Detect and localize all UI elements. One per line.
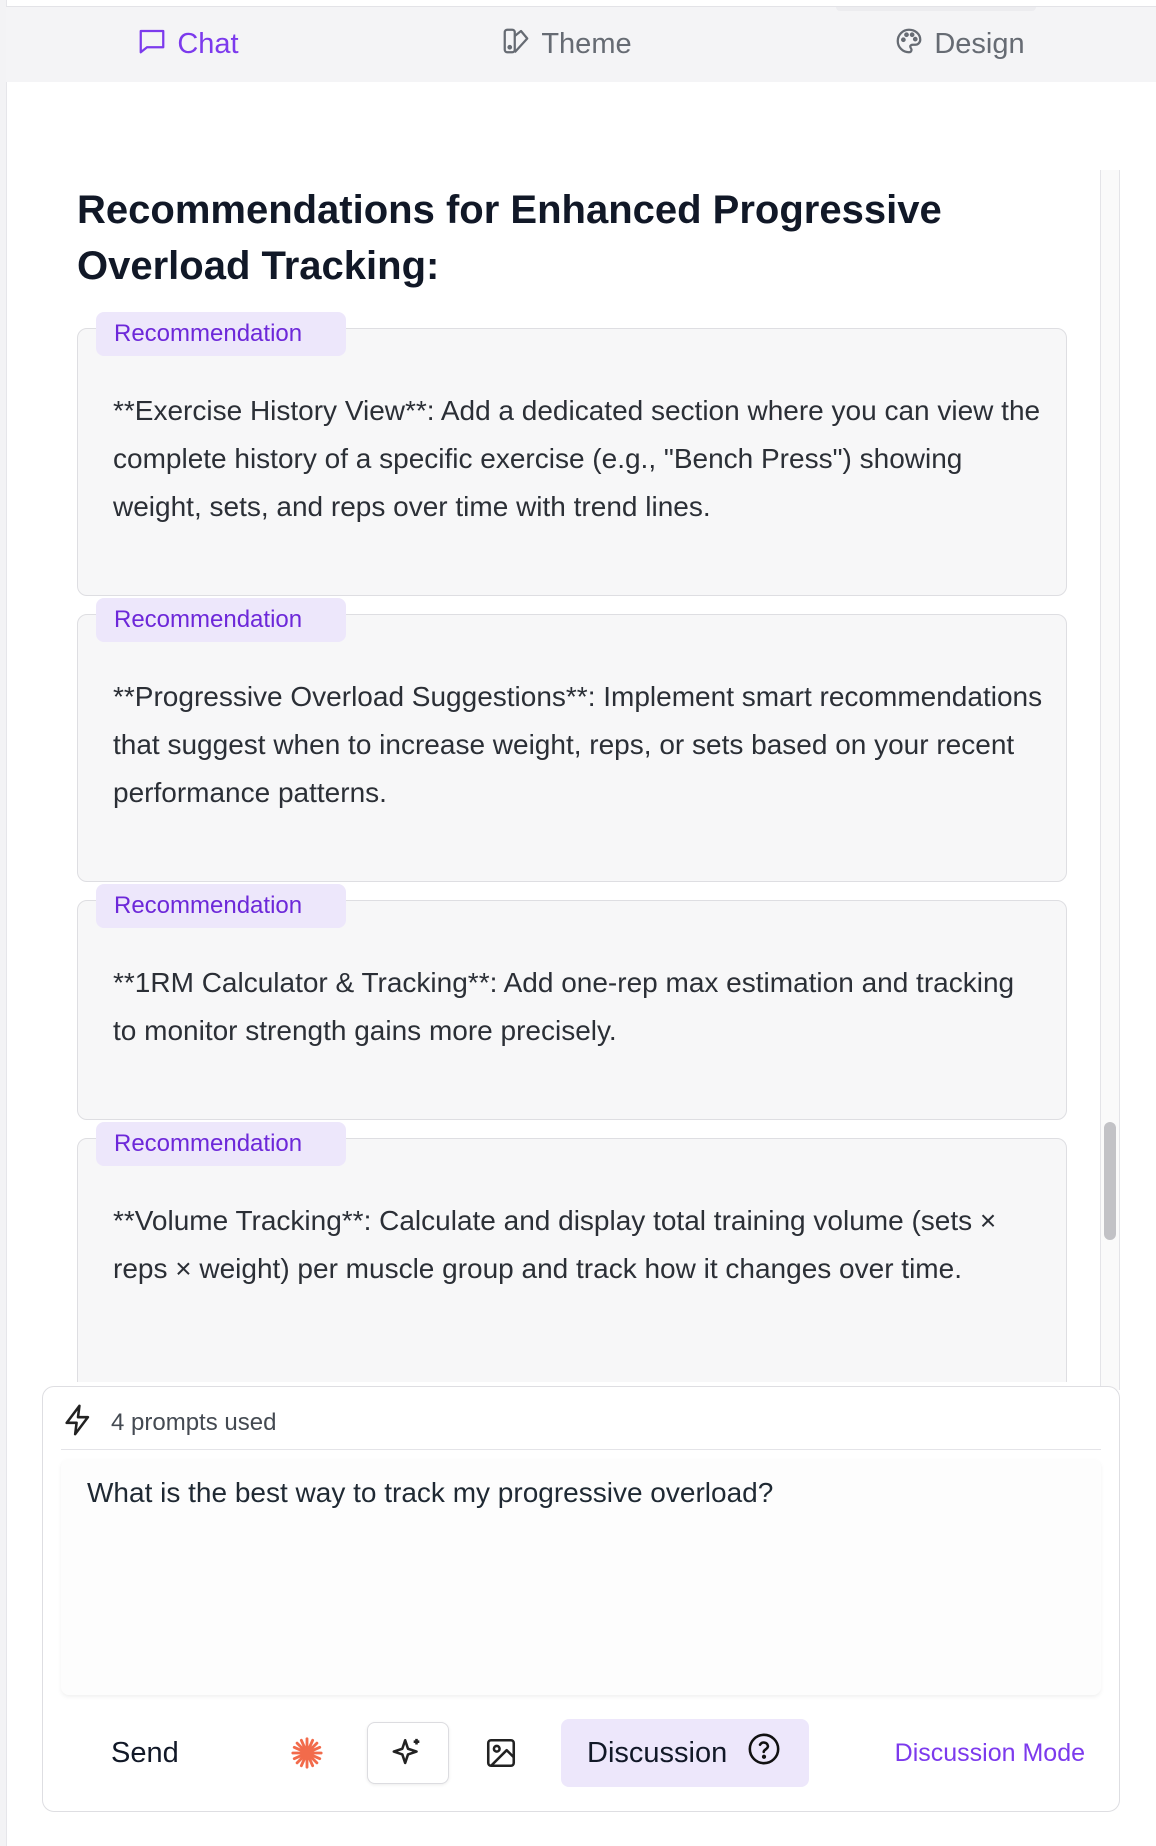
- theme-icon: [501, 26, 531, 64]
- chat-messages[interactable]: [6, 82, 1100, 1382]
- recommendation-badge: Recommendation: [96, 598, 346, 642]
- lightning-icon: [61, 1403, 95, 1444]
- discussion-mode-link[interactable]: Discussion Mode: [894, 1738, 1085, 1767]
- tab-theme[interactable]: [481, 16, 651, 74]
- asterisk-icon[interactable]: [281, 1727, 333, 1779]
- recommendation-text: **Exercise History View**: Add a dedicated section where you can view the complete history of a specific exercise (e.g., "Bench Press") showing weight, sets, and reps over time with trend lines.: [113, 395, 1041, 522]
- recommendation-card: [77, 614, 1067, 882]
- composer-toolbar: [61, 1717, 1101, 1789]
- recommendation-badge: Recommendation: [96, 1122, 346, 1166]
- recommendation-card: [77, 1138, 1067, 1382]
- tab-bar-decoration: [836, 7, 1036, 11]
- chat-bubble-icon: [137, 26, 167, 64]
- scrollbar-thumb[interactable]: [1104, 1122, 1116, 1240]
- send-button[interactable]: Send: [111, 1737, 211, 1770]
- tab-theme-label: Theme: [541, 28, 632, 60]
- recommendation-card: [77, 900, 1067, 1120]
- recommendation-badge: Recommendation: [96, 884, 346, 928]
- tab-chat[interactable]: [117, 16, 258, 74]
- sparkle-button[interactable]: [367, 1722, 449, 1784]
- discussion-label: Discussion: [587, 1736, 728, 1769]
- tab-design[interactable]: [874, 16, 1044, 74]
- image-upload-icon[interactable]: [475, 1727, 527, 1779]
- message-input[interactable]: [61, 1459, 1101, 1695]
- recommendation-card: [77, 328, 1067, 596]
- recommendations-heading: Recommendations for Enhanced Progressive Overload Tracking:: [77, 188, 942, 288]
- composer-divider: [61, 1449, 1101, 1450]
- recommendation-badge: Recommendation: [96, 312, 346, 356]
- prompts-used-row: [61, 1403, 276, 1443]
- help-circle-icon: [747, 1732, 781, 1774]
- recommendation-text: **1RM Calculator & Tracking**: Add one-rep max estimation and tracking to monitor strength gains more precisely.: [113, 967, 1015, 1046]
- tab-bar: [6, 6, 1156, 82]
- recommendation-text: **Volume Tracking**: Calculate and display total training volume (sets × reps × weight) per muscle group and track how it changes over time.: [113, 1205, 997, 1284]
- message-composer: [42, 1386, 1120, 1812]
- palette-icon: [894, 26, 924, 64]
- discussion-button[interactable]: [561, 1719, 809, 1787]
- prompts-used-text: 4 prompts used: [111, 1409, 277, 1436]
- recommendation-text: **Progressive Overload Suggestions**: Implement smart recommendations that suggest when to increase weight, reps, or sets based on your recent performance patterns.: [113, 681, 1043, 808]
- tab-design-label: Design: [934, 28, 1025, 60]
- tab-chat-label: Chat: [177, 28, 239, 60]
